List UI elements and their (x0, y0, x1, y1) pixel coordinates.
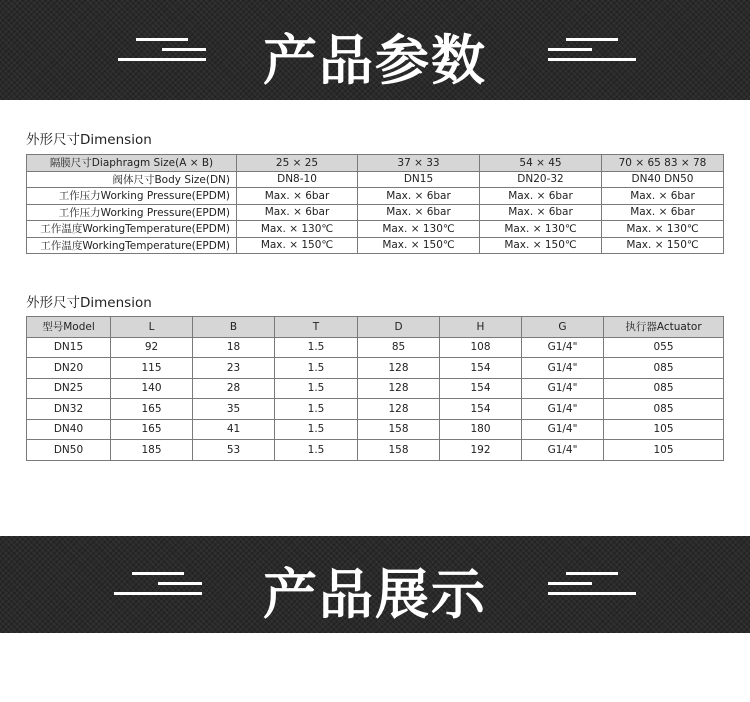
dimension-header-cell: 型号Model (27, 317, 111, 338)
spec-cell: Max. × 130℃ (237, 221, 358, 238)
dimension-cell: 158 (358, 440, 440, 461)
dimension-header-cell: B (193, 317, 275, 338)
dimension-cell: 085 (604, 378, 724, 399)
dimension-cell: 115 (111, 358, 193, 379)
dimension-cell: 28 (193, 378, 275, 399)
spec-header-row (27, 155, 724, 172)
spec-cell: Max. × 6bar (480, 204, 602, 221)
dimension-cell: 085 (604, 399, 724, 420)
dimension-row (27, 399, 724, 420)
dimension-cell: 085 (604, 358, 724, 379)
spec-cell: Max. × 150℃ (358, 237, 480, 254)
spec-row-label: 工作温度WorkingTemperature(EPDM) (27, 221, 237, 238)
dimension-cell: 154 (440, 378, 522, 399)
spec-row-label: 工作压力Working Pressure(EPDM) (27, 204, 237, 221)
bottom-banner (0, 536, 750, 633)
dimension-table (26, 316, 724, 461)
spec-cell: Max. × 6bar (358, 188, 480, 205)
dimension-row (27, 337, 724, 358)
dimension-cell: 128 (358, 399, 440, 420)
dimension-cell: 128 (358, 378, 440, 399)
dimension-row (27, 440, 724, 461)
dimension-cell: G1/4" (522, 337, 604, 358)
dimension-row (27, 419, 724, 440)
dimension-cell: 41 (193, 419, 275, 440)
dimension-cell: 185 (111, 440, 193, 461)
dimension-row (27, 378, 724, 399)
dimension-cell: 53 (193, 440, 275, 461)
spec-header-cell: 37 × 33 (358, 155, 480, 172)
spec-cell: DN40 DN50 (602, 171, 724, 188)
dimension-cell: 1.5 (275, 399, 358, 420)
spec-cell: DN15 (358, 171, 480, 188)
spec-row-label: 阀体尺寸Body Size(DN) (27, 171, 237, 188)
dimension-section-title: 外形尺寸Dimension (26, 295, 152, 311)
dimension-cell: 1.5 (275, 337, 358, 358)
dimension-cell: 105 (604, 419, 724, 440)
dimension-cell: 1.5 (275, 378, 358, 399)
dimension-cell: 165 (111, 399, 193, 420)
dimension-cell: G1/4" (522, 419, 604, 440)
spec-header-cell: 54 × 45 (480, 155, 602, 172)
dimension-cell: 192 (440, 440, 522, 461)
dimension-cell: 154 (440, 399, 522, 420)
spec-table (26, 154, 724, 254)
spec-cell: DN8-10 (237, 171, 358, 188)
decorative-lines-right (548, 572, 636, 596)
spec-cell: Max. × 150℃ (602, 237, 724, 254)
dimension-cell: 1.5 (275, 440, 358, 461)
spec-header-cell: 隔膜尺寸Diaphragm Size(A × B) (27, 155, 237, 172)
spec-cell: Max. × 6bar (602, 204, 724, 221)
dimension-cell: 18 (193, 337, 275, 358)
dimension-cell: DN20 (27, 358, 111, 379)
dimension-cell: 055 (604, 337, 724, 358)
dimension-cell: DN50 (27, 440, 111, 461)
spec-row (27, 237, 724, 254)
top-banner (0, 0, 750, 100)
dimension-header-cell: H (440, 317, 522, 338)
dimension-cell: 180 (440, 419, 522, 440)
spec-cell: Max. × 130℃ (480, 221, 602, 238)
dimension-cell: DN15 (27, 337, 111, 358)
dimension-header-cell: L (111, 317, 193, 338)
spec-cell: Max. × 6bar (358, 204, 480, 221)
spec-cell: Max. × 130℃ (602, 221, 724, 238)
dimension-cell: 1.5 (275, 358, 358, 379)
spec-row-label: 工作温度WorkingTemperature(EPDM) (27, 237, 237, 254)
dimension-cell: DN32 (27, 399, 111, 420)
spec-row (27, 221, 724, 238)
dimension-cell: 154 (440, 358, 522, 379)
dimension-row (27, 358, 724, 379)
spec-cell: Max. × 150℃ (480, 237, 602, 254)
decorative-lines-right (548, 38, 636, 62)
dimension-cell: DN40 (27, 419, 111, 440)
dimension-cell: G1/4" (522, 378, 604, 399)
dimension-header-cell: T (275, 317, 358, 338)
dimension-header-cell: G (522, 317, 604, 338)
dimension-cell: 108 (440, 337, 522, 358)
spec-cell: Max. × 6bar (237, 188, 358, 205)
spec-row-label: 工作压力Working Pressure(EPDM) (27, 188, 237, 205)
dimension-cell: G1/4" (522, 358, 604, 379)
banner-title-showcase: 产品展示 (263, 563, 487, 626)
spec-header-cell: 70 × 65 83 × 78 (602, 155, 724, 172)
dimension-header-cell: 执行器Actuator (604, 317, 724, 338)
spec-cell: Max. × 6bar (602, 188, 724, 205)
dimension-cell: 35 (193, 399, 275, 420)
spec-section-title: 外形尺寸Dimension (26, 132, 152, 148)
spec-cell: Max. × 150℃ (237, 237, 358, 254)
dimension-cell: 23 (193, 358, 275, 379)
dimension-cell: 1.5 (275, 419, 358, 440)
spec-cell: Max. × 6bar (237, 204, 358, 221)
dimension-header-cell: D (358, 317, 440, 338)
dimension-cell: 85 (358, 337, 440, 358)
spec-cell: Max. × 130℃ (358, 221, 480, 238)
spec-cell: Max. × 6bar (480, 188, 602, 205)
dimension-cell: 158 (358, 419, 440, 440)
banner-title-parameters: 产品参数 (263, 29, 487, 92)
dimension-cell: 165 (111, 419, 193, 440)
spec-row (27, 204, 724, 221)
dimension-header-row (27, 317, 724, 338)
dimension-cell: G1/4" (522, 399, 604, 420)
spec-row (27, 188, 724, 205)
dimension-cell: 105 (604, 440, 724, 461)
spec-cell: DN20-32 (480, 171, 602, 188)
dimension-cell: 140 (111, 378, 193, 399)
dimension-cell: DN25 (27, 378, 111, 399)
spec-row (27, 171, 724, 188)
dimension-cell: G1/4" (522, 440, 604, 461)
spec-header-cell: 25 × 25 (237, 155, 358, 172)
dimension-cell: 92 (111, 337, 193, 358)
dimension-cell: 128 (358, 358, 440, 379)
